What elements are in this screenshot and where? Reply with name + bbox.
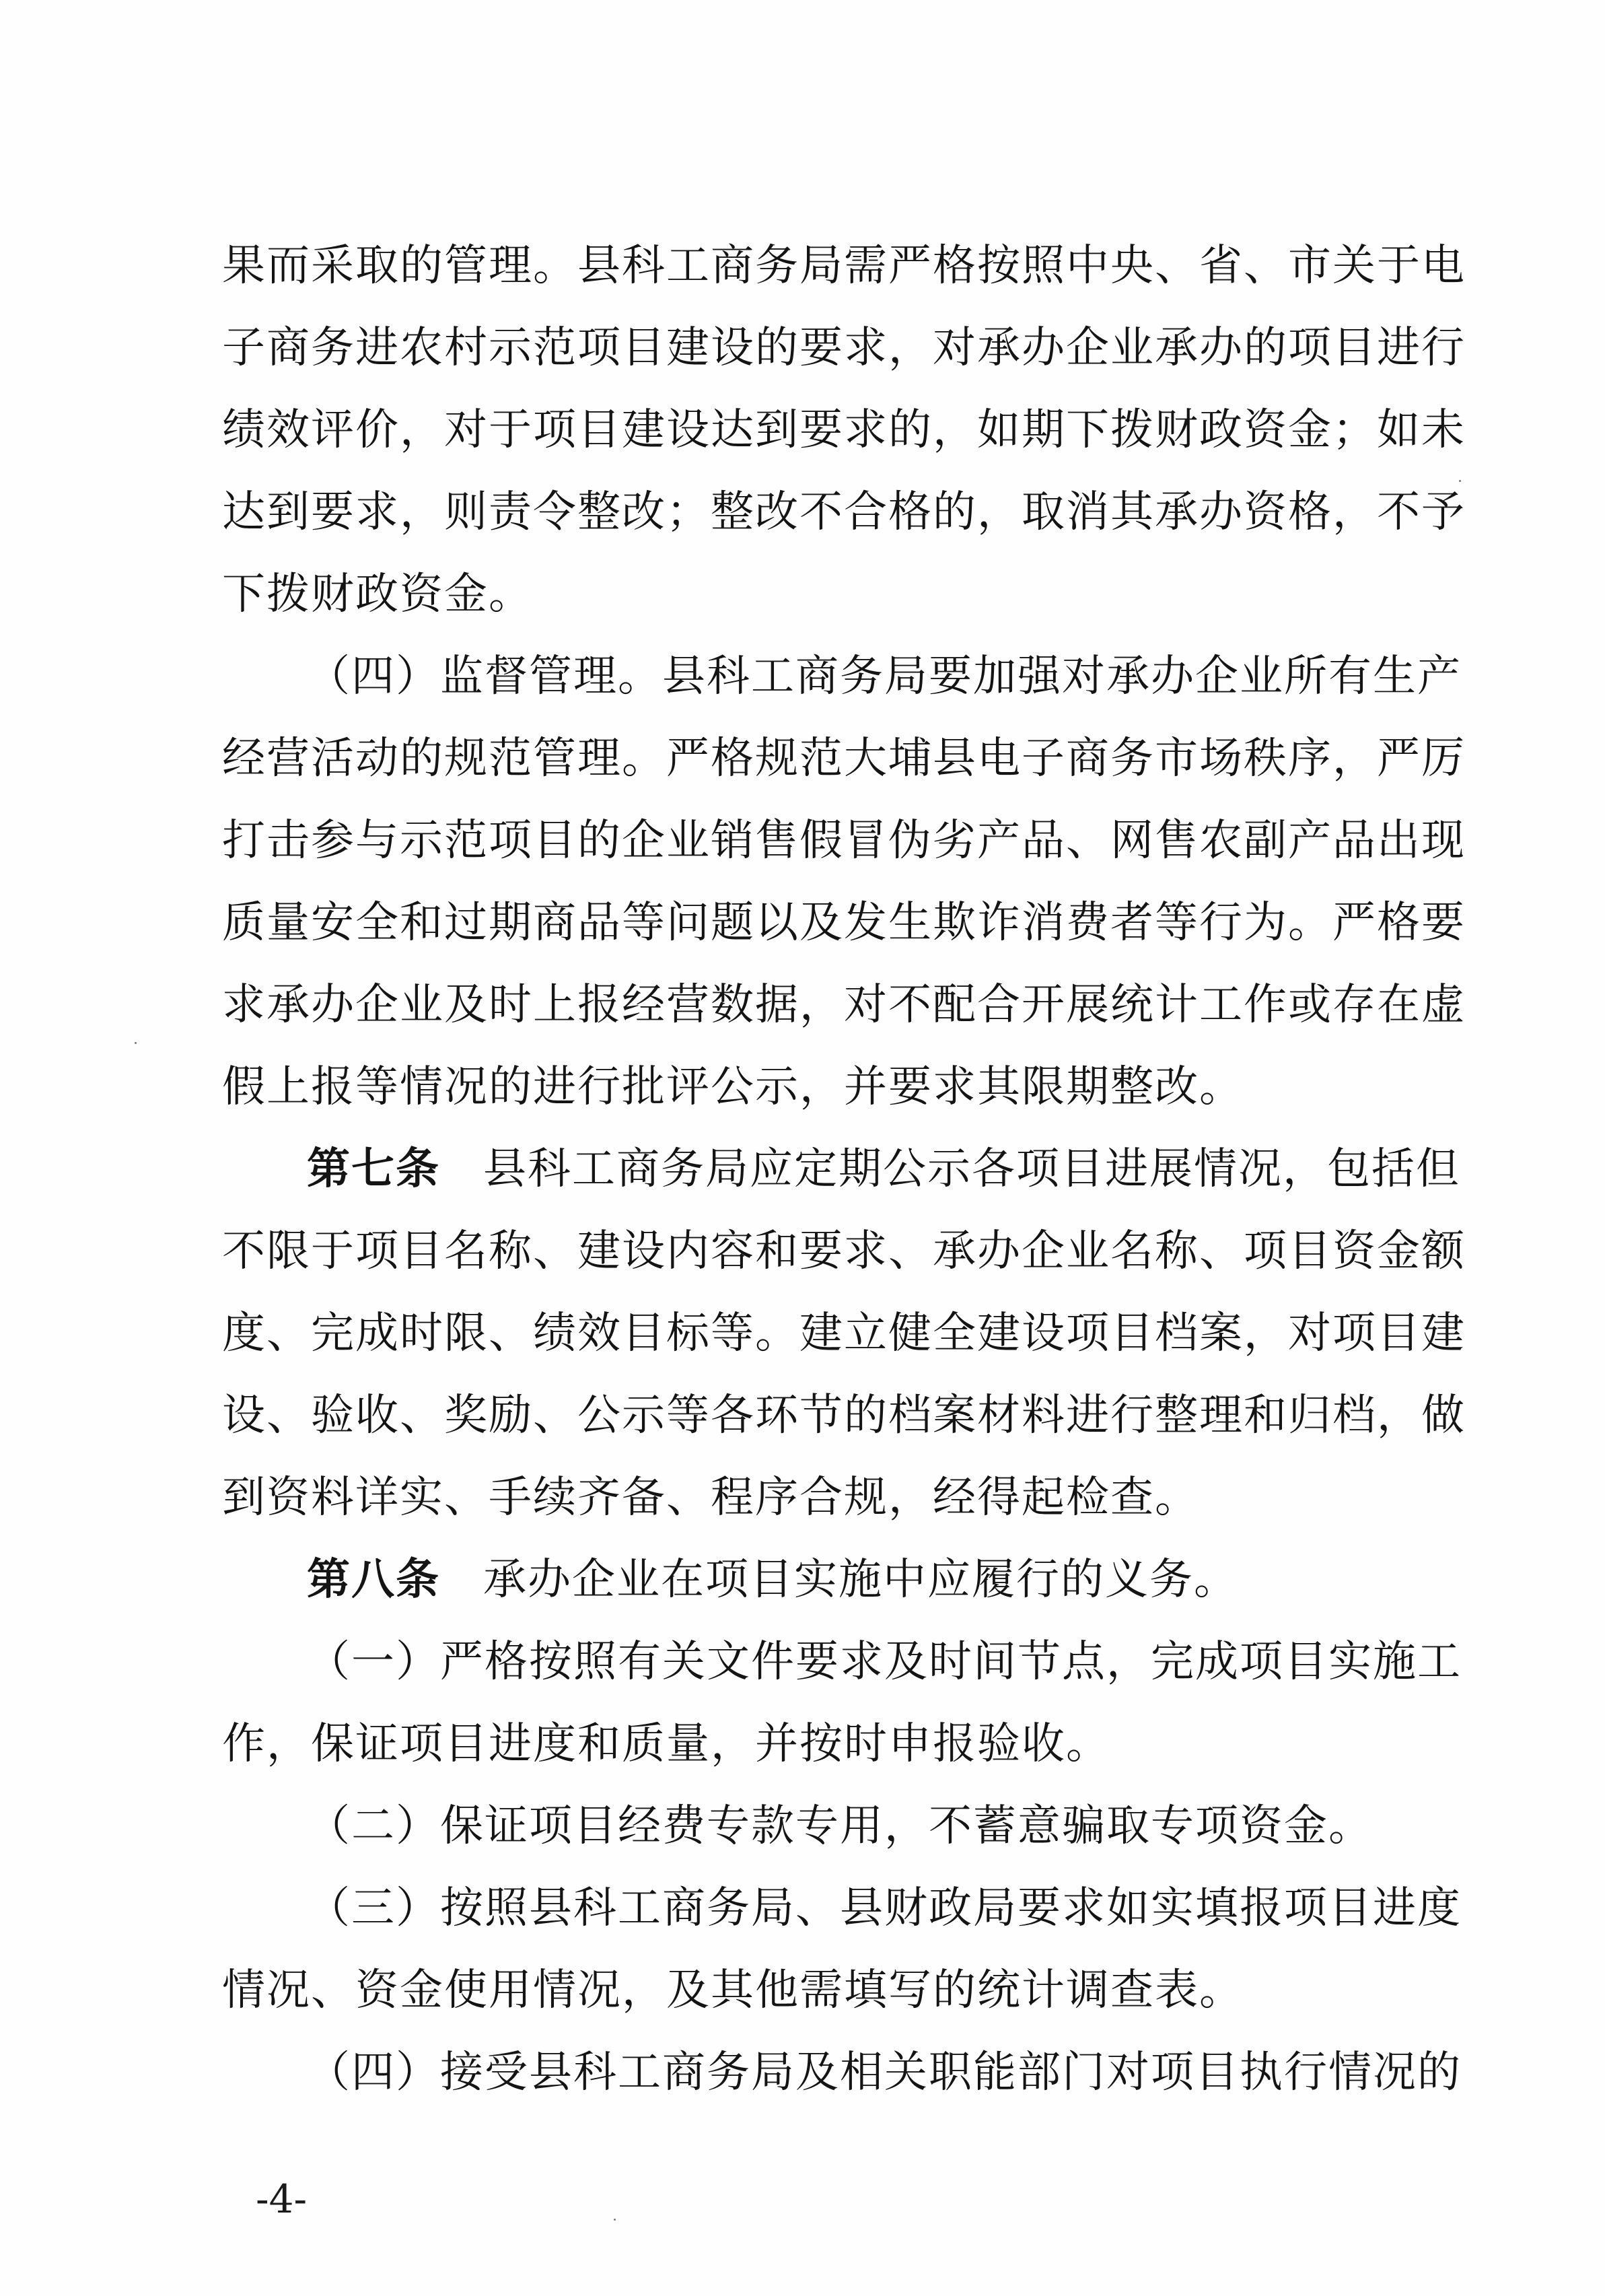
article-8-text: 承办企业在项目实施中应履行的义务。	[483, 1555, 1238, 1605]
page-number: -4-	[256, 2176, 308, 2222]
text-line: 到资料详实、手续齐备、程序合规，经得起检查。	[222, 1473, 1199, 1523]
scan-speck	[135, 1042, 137, 1044]
list-item-3: （三）按照县科工商务局、县财政局要求如实填报项目进度	[307, 1883, 1462, 1933]
text-line: 情况、资金使用情况，及其他需填写的统计调查表。	[222, 1965, 1244, 2015]
text-line: 果而采取的管理。县科工商务局需严格按照中央、省、市关于电	[222, 241, 1466, 291]
scan-speck	[614, 2219, 616, 2221]
text-line: 下拨财政资金。	[222, 569, 533, 619]
scan-speck	[1459, 480, 1461, 482]
text-line: 达到要求，则责令整改；整改不合格的，取消其承办资格，不予	[222, 487, 1466, 537]
list-item-4: （四）接受县科工商务局及相关职能部门对项目执行情况的	[307, 2048, 1462, 2097]
list-item-1: （一）严格按照有关文件要求及时间节点，完成项目实施工	[307, 1637, 1462, 1687]
text-line: 度、完成时限、绩效目标等。建立健全建设项目档案，对项目建	[222, 1309, 1466, 1358]
text-line: 不限于项目名称、建设内容和要求、承办企业名称、项目资金额	[222, 1226, 1466, 1276]
article-7-heading: 第七条	[307, 1144, 440, 1194]
text-line: 质量安全和过期商品等问题以及发生欺诈消费者等行为。严格要	[222, 898, 1466, 948]
article-8-heading: 第八条	[307, 1554, 440, 1605]
text-line: 经营活动的规范管理。严格规范大埔县电子商务市场秩序，严厉	[222, 734, 1466, 784]
article-7-text: 县科工商务局应定期公示各项目进展情况，包括但	[483, 1144, 1460, 1194]
section-heading-supervision: （四）监督管理。县科工商务局要加强对承办企业所有生产	[307, 652, 1462, 701]
text-line: 子商务进农村示范项目建设的要求，对承办企业承办的项目进行	[222, 323, 1466, 373]
text-line: 打击参与示范项目的企业销售假冒伪劣产品、网售农副产品出现	[222, 816, 1466, 866]
list-item-2: （二）保证项目经费专款专用，不蓄意骗取专项资金。	[307, 1801, 1373, 1851]
text-line: 绩效评价，对于项目建设达到要求的，如期下拨财政资金；如未	[222, 405, 1466, 455]
article-7-line	[307, 1139, 1460, 1199]
text-line: 假上报等情况的进行批评公示，并要求其限期整改。	[222, 1062, 1244, 1112]
text-line: 作，保证项目进度和质量，并按时申报验收。	[222, 1719, 1110, 1769]
text-line: 求承办企业及时上报经营数据，对不配合开展统计工作或存在虚	[222, 980, 1466, 1030]
article-8-line	[307, 1550, 1433, 1610]
text-line: 设、验收、奖励、公示等各环节的档案材料进行整理和归档，做	[222, 1391, 1466, 1440]
